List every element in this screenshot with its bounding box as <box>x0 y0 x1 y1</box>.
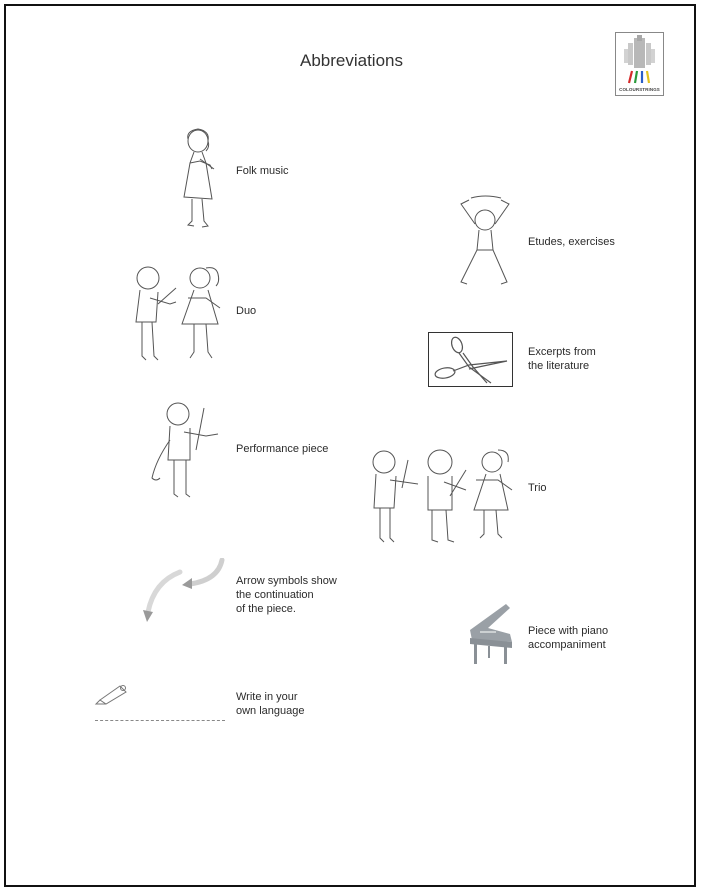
three-children-playing-violin-icon <box>368 444 516 546</box>
logo-stripe <box>629 71 632 83</box>
grand-piano-icon <box>466 602 516 668</box>
label-line: own language <box>236 705 305 717</box>
legend-label-trio: Trio <box>528 482 547 494</box>
legend-label-excerpts <box>528 345 596 373</box>
legend-label-write-in-your-own-language <box>236 690 305 718</box>
legend-label-performance-piece: Performance piece <box>236 443 329 455</box>
legend-label-folk-music: Folk music <box>236 165 289 177</box>
colourstrings-logo <box>615 32 664 96</box>
boy-playing-violin-icon <box>150 400 225 500</box>
label-line: of the piece. <box>236 603 296 615</box>
label-line: the continuation <box>236 589 314 601</box>
scissors-icon <box>429 333 512 386</box>
label-line: Write in your <box>236 691 298 703</box>
legend-label-etudes-exercises: Etudes, exercises <box>528 236 615 248</box>
legend-label-arrow-symbols <box>236 574 337 616</box>
page-title: Abbreviations <box>299 51 403 70</box>
stretching-boy-icon <box>455 190 515 288</box>
label-line: Piece with piano <box>528 625 609 637</box>
label-line: Excerpts from <box>528 346 596 358</box>
scissors-icon-box <box>428 332 513 387</box>
label-line: Arrow symbols show <box>236 575 337 587</box>
logo-stripe <box>647 71 649 83</box>
legend-label-piano-accompaniment <box>528 624 608 652</box>
girl-playing-flute-icon <box>178 127 220 231</box>
write-in-dashed-line <box>95 720 225 721</box>
label-line: accompaniment <box>528 639 606 651</box>
pencil-icon <box>94 680 130 706</box>
two-children-playing-violin-icon <box>132 264 227 362</box>
label-line: the literature <box>528 360 590 372</box>
colourstrings-logo-icon <box>616 33 663 95</box>
logo-stripe <box>635 71 637 83</box>
legend-label-duo: Duo <box>236 305 257 317</box>
curved-arrows-icon <box>140 558 226 626</box>
logo-text: COLOURSTRINGS <box>619 87 660 92</box>
page-frame <box>4 4 696 887</box>
